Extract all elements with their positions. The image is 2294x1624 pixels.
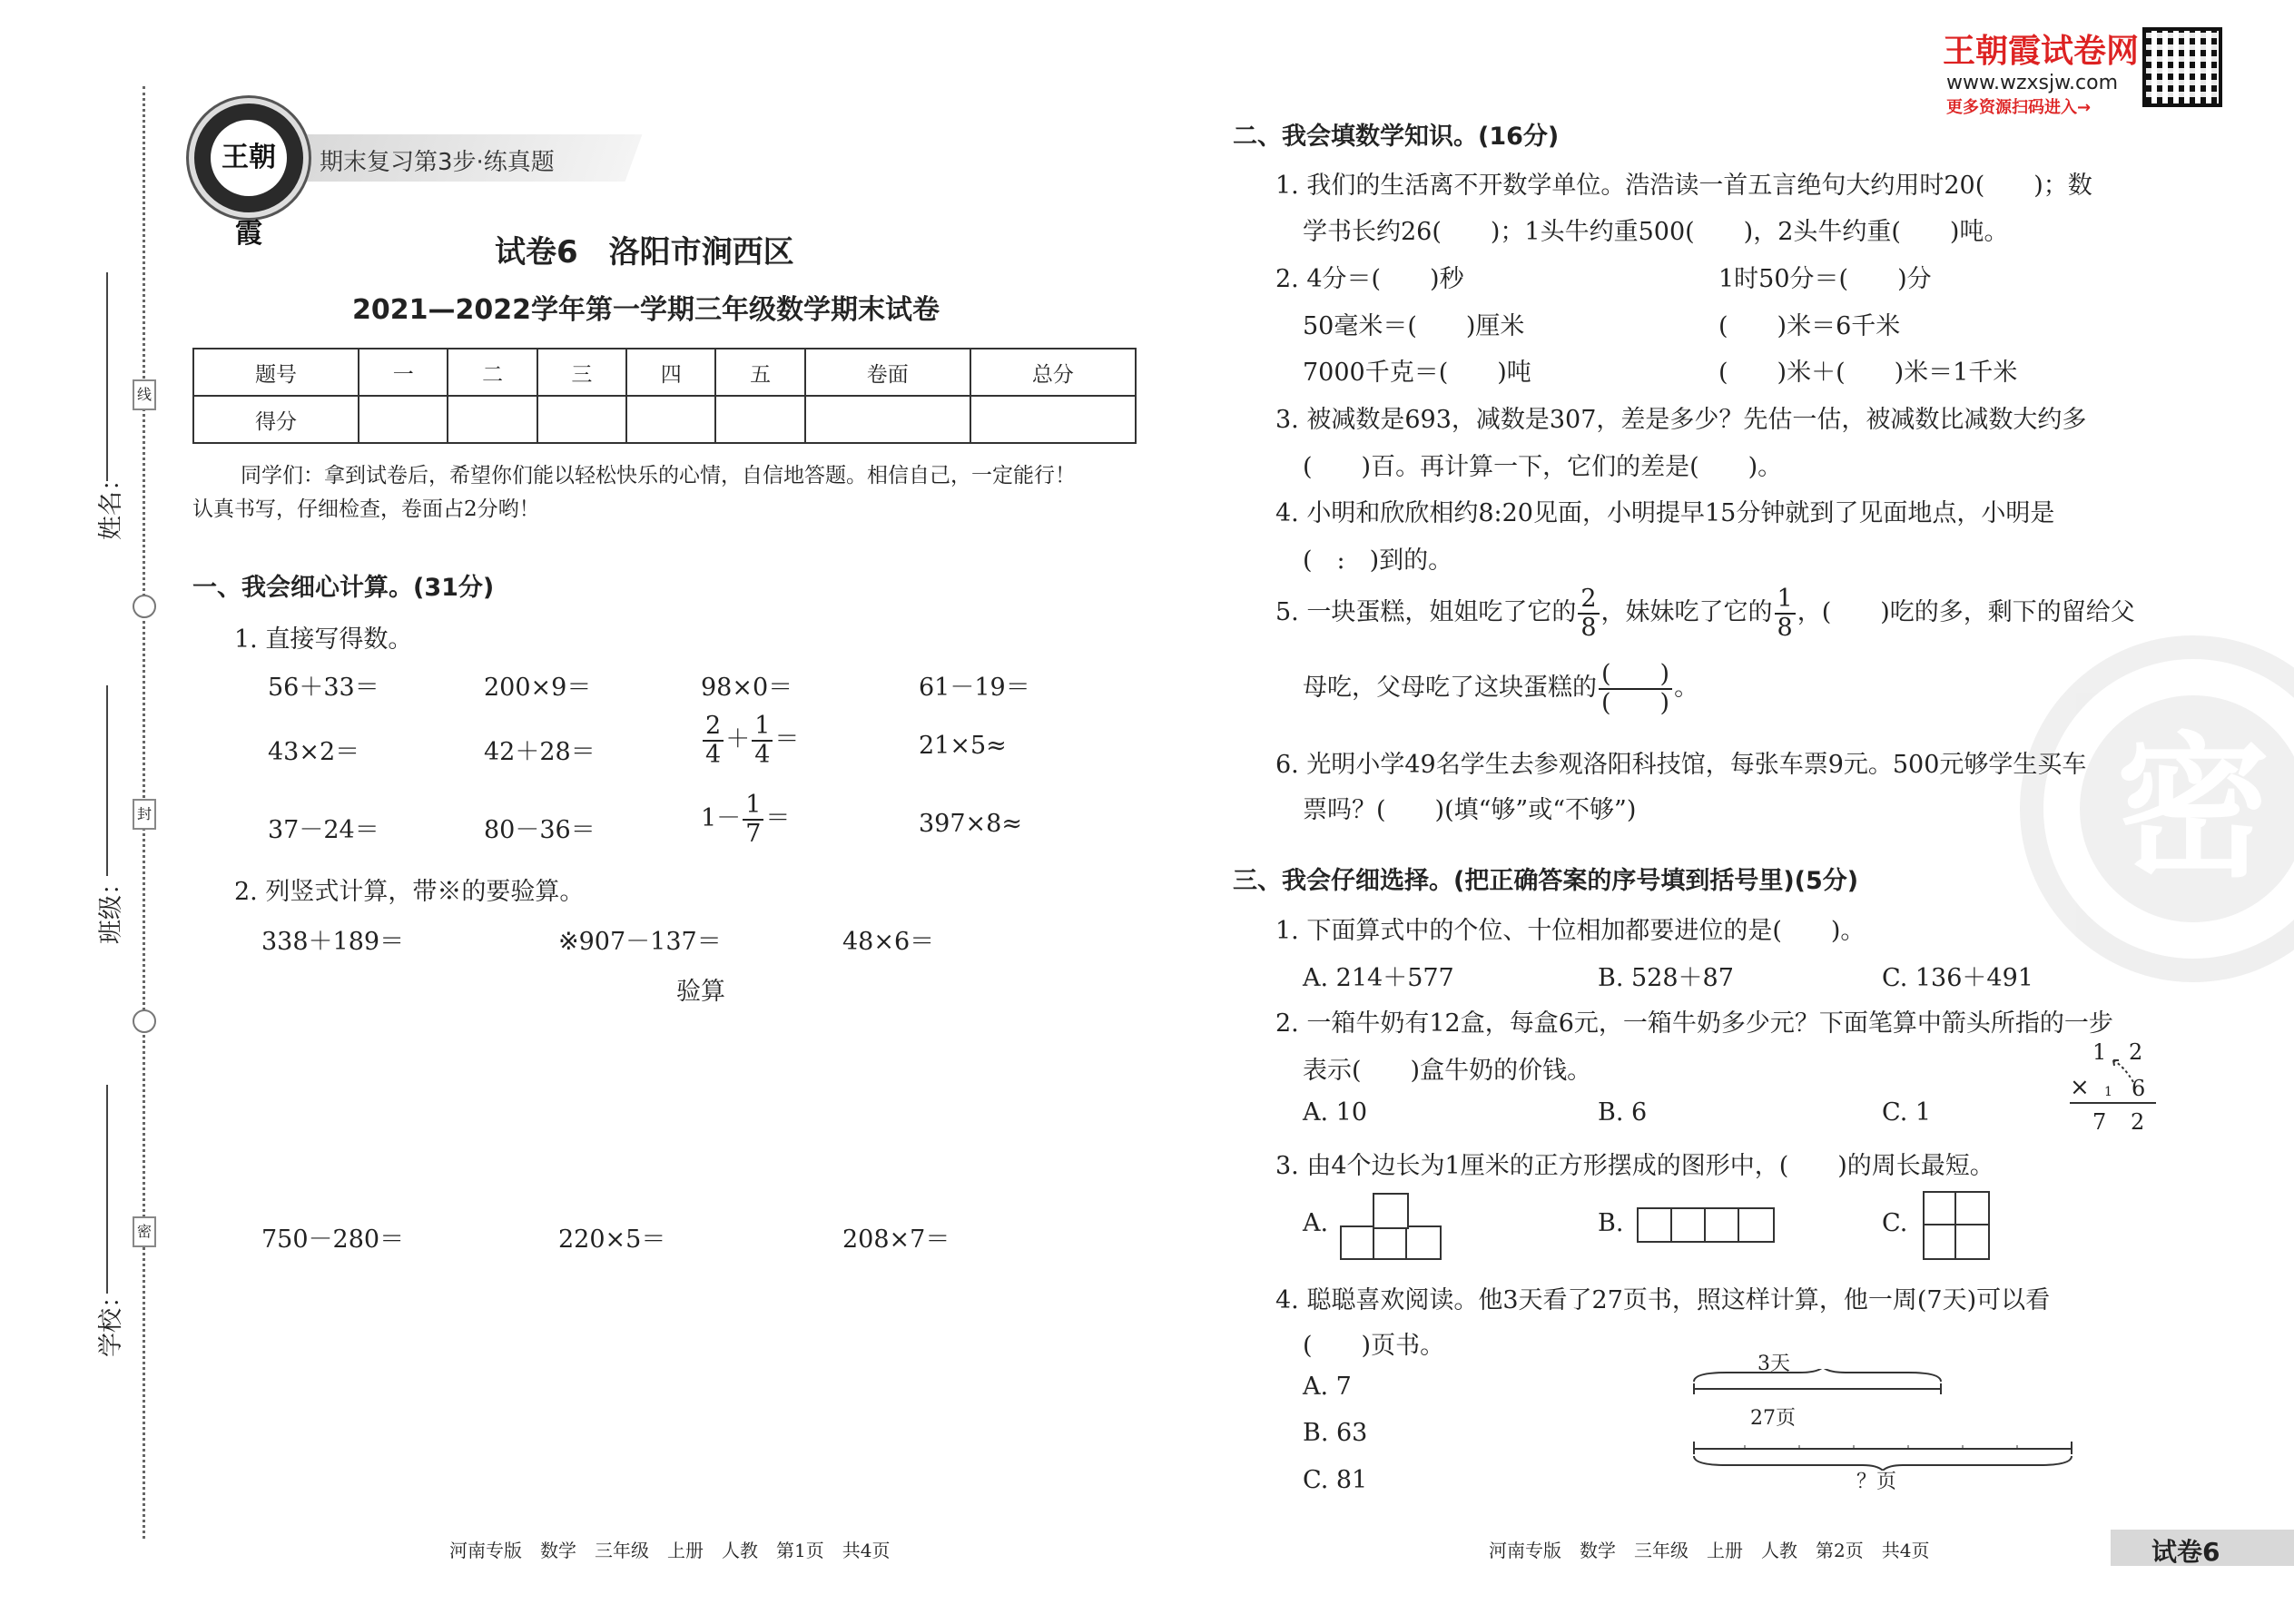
- s2-q3-line: ( )百。再计算一下，它们的差是( )。: [1303, 453, 1783, 481]
- name-underline: [106, 272, 108, 481]
- option: A. 7: [1303, 1373, 1352, 1401]
- brand-name: 王朝霞试卷网: [1943, 33, 2140, 70]
- s3-q2-line: 2. 一箱牛奶有12盒，每盒6元，一箱牛奶多少元？下面笔算中箭头所指的一步: [1275, 1009, 2113, 1038]
- calc-digit: 1: [2092, 1039, 2107, 1065]
- square-shape: [1670, 1207, 1708, 1243]
- score-cell: 卷面: [805, 349, 970, 396]
- binding-hole-icon: [133, 595, 156, 618]
- s2-q2-item: ( )米＝6千米: [1718, 312, 1901, 340]
- footer-left: 河南专版 数学 三年级 上册 人教 第1页 共4页: [449, 1540, 891, 1561]
- option: B. 63: [1303, 1419, 1368, 1447]
- calc-rule: [2070, 1102, 2156, 1104]
- option: B. 6: [1598, 1098, 1648, 1127]
- calc-item: 56＋33＝: [268, 674, 379, 702]
- calc-item-fraction: [701, 792, 790, 847]
- s2-q2-item: 50毫米＝( )厘米: [1303, 312, 1525, 340]
- denominator: 8: [1580, 613, 1597, 642]
- section-3-title: 三、我会仔细选择。(把正确答案的序号填到括号里)(5分): [1233, 867, 1859, 895]
- score-entry[interactable]: [805, 396, 970, 443]
- s2-q1-line: 1. 我们的生活离不开数学单位。浩浩读一首五言绝句大约用时20( )；数: [1275, 172, 2092, 200]
- square-shape: [1954, 1191, 1990, 1227]
- name-label: 姓名：: [97, 467, 125, 540]
- calc-item: 397×8≈: [919, 810, 1022, 838]
- numerator: 2: [1578, 586, 1599, 615]
- vertical-calc-item: 750－280＝: [261, 1225, 405, 1254]
- diagram-label-pages: 27页: [1750, 1407, 1796, 1430]
- option: B.: [1598, 1209, 1624, 1237]
- s2-q2-item: 2. 4分＝( )秒: [1275, 265, 1464, 293]
- brand-block: [1943, 25, 2139, 118]
- square-shape: [1704, 1207, 1741, 1243]
- s2-q4-line: 4. 小明和欣欣相约8:20见面，小明提早15分钟就到了见面地点，小明是: [1275, 499, 2055, 527]
- brand-more: 更多资源扫码进入→: [1946, 98, 2092, 117]
- s2-q2-item: ( )米＋( )米＝1千米: [1718, 359, 2018, 387]
- score-cell: 题号: [193, 349, 359, 396]
- square-shape: [1923, 1224, 1958, 1260]
- s2-q5-line: [1275, 586, 2135, 641]
- qr-code-overlay: [2146, 31, 2219, 103]
- vertical-calc-item: 220×5＝: [558, 1225, 666, 1254]
- s3-q1: 1. 下面算式中的个位、十位相加都要进位的是( )。: [1275, 917, 1866, 945]
- calc-digit: 2: [2131, 1109, 2145, 1135]
- vertical-calc-item: 48×6＝: [842, 928, 935, 956]
- score-cell: 三: [537, 349, 626, 396]
- score-table-header-row: [193, 349, 1136, 396]
- square-shape: [1637, 1207, 1674, 1243]
- denominator: 4: [754, 740, 771, 769]
- option: A. 10: [1303, 1098, 1368, 1127]
- calc-item: 43×2＝: [268, 738, 360, 766]
- score-entry[interactable]: [970, 396, 1136, 443]
- calc-digit: 2: [2129, 1039, 2143, 1065]
- option: A. 214＋577: [1303, 964, 1454, 992]
- vertical-calc-item: ※907－137＝: [558, 928, 722, 956]
- calc-digit: 7: [2092, 1109, 2107, 1135]
- logo-text: 王朝霞: [211, 120, 287, 196]
- numerator: 1: [743, 792, 763, 821]
- score-entry[interactable]: [448, 396, 537, 443]
- calc-item: 21×5≈: [919, 732, 1007, 760]
- answer-denominator: ( ): [1601, 688, 1670, 717]
- denominator: 4: [705, 740, 722, 769]
- score-entry[interactable]: [359, 396, 448, 443]
- s2-q1-line: 学书长约26( )；1头牛约重500( )，2头牛约重( )吨。: [1303, 218, 2009, 246]
- secret-watermark: [2020, 635, 2294, 982]
- minuend: 1－: [701, 804, 742, 833]
- calc-item: 37－24＝: [268, 816, 379, 844]
- denominator: 8: [1777, 613, 1793, 642]
- brand-url: www.wzxsjw.com: [1946, 72, 2119, 94]
- s3-q4-line: 4. 聪聪喜欢阅读。他3天看了27页书，照这样计算，他一周(7天)可以看: [1275, 1286, 2051, 1314]
- square-shape: [1405, 1225, 1442, 1260]
- equals: ＝: [774, 725, 800, 754]
- q5-text: 5. 一块蛋糕，姐姐吃了它的: [1275, 598, 1577, 627]
- s2-q2-item: 1时50分＝( )分: [1718, 265, 1932, 293]
- square-shape: [1738, 1207, 1775, 1243]
- paper-title: 试卷6 洛阳市涧西区: [495, 234, 794, 271]
- times-sign: ×: [2070, 1074, 2090, 1101]
- check-label: 验算: [676, 978, 725, 1006]
- step-banner-text: 期末复习第3步·练真题: [320, 149, 555, 176]
- denominator: 7: [745, 819, 762, 848]
- s2-q3-line: 3. 被减数是693，减数是307，差是多少？先估一估，被减数比减数大约多: [1275, 406, 2087, 434]
- publisher-logo: [189, 98, 309, 250]
- numerator: 1: [1775, 586, 1796, 615]
- square-shape: [1373, 1193, 1409, 1229]
- s2-q6-line: 6. 光明小学49名学生去参观洛阳科技馆，每张车票9元。500元够学生买车: [1275, 751, 2087, 779]
- s3-q3: 3. 由4个边长为1厘米的正方形摆成的图形中，( )的周长最短。: [1275, 1152, 1994, 1180]
- option: C.: [1882, 1209, 1908, 1237]
- arrow-icon: [2106, 1053, 2151, 1089]
- seal-char-xian: 线: [133, 379, 156, 410]
- watermark-char: 密: [2080, 695, 2294, 922]
- s1-q1: 1. 直接写得数。: [234, 625, 413, 654]
- school-label: 学校：: [97, 1284, 125, 1357]
- plus: ＋: [725, 725, 751, 754]
- score-table-score-row: [193, 396, 1136, 443]
- binding-hole-icon: [133, 1009, 156, 1033]
- square-shape: [1923, 1191, 1958, 1227]
- score-entry[interactable]: [715, 396, 804, 443]
- option: C. 1: [1882, 1098, 1932, 1127]
- diagram-label-days: 3天: [1757, 1353, 1790, 1375]
- carry-digit: 1: [2104, 1085, 2112, 1099]
- score-cell: 得分: [193, 396, 359, 443]
- q5-text: ，妹妹吃了它的: [1600, 598, 1773, 627]
- q5-text: ，( )吃的多，剩下的留给父: [1797, 598, 2135, 627]
- s2-q6-line: 票吗？( )(填“够”或“不够”): [1303, 796, 1637, 824]
- s3-q2-line: 表示( )盒牛奶的价钱。: [1303, 1057, 1592, 1085]
- school-underline: [106, 1085, 108, 1294]
- s1-q2: 2. 列竖式计算，带※的要验算。: [234, 878, 585, 906]
- score-entry[interactable]: [626, 396, 715, 443]
- square-shape: [1373, 1225, 1409, 1260]
- option: A.: [1303, 1209, 1329, 1237]
- score-cell: 四: [626, 349, 715, 396]
- class-label: 班级：: [97, 871, 125, 944]
- brace-icon: [1690, 1369, 1954, 1405]
- score-cell: 总分: [970, 349, 1136, 396]
- option: C. 81: [1303, 1466, 1368, 1494]
- option: B. 528＋87: [1598, 964, 1734, 992]
- intro-line: 同学们：拿到试卷后，希望你们能以轻松快乐的心情，自信地答题。相信自己，一定能行！: [241, 464, 1076, 487]
- footer-right: 河南专版 数学 三年级 上册 人教 第2页 共4页: [1489, 1540, 1930, 1561]
- calc-item: 98×0＝: [701, 674, 793, 702]
- paper-subtitle: 2021—2022学年第一学期三年级数学期末试卷: [352, 294, 940, 326]
- vertical-calc-item: 208×7＝: [842, 1225, 950, 1254]
- s2-q5-line: [1303, 661, 1698, 716]
- s2-q4-line: ( : )到的。: [1303, 546, 1453, 575]
- calc-item: 80－36＝: [484, 816, 596, 844]
- square-shape: [1954, 1224, 1990, 1260]
- numerator: 2: [703, 713, 724, 742]
- seal-char-feng: 封: [133, 799, 156, 830]
- seal-char-mi: 密: [133, 1216, 156, 1247]
- score-cell: 五: [715, 349, 804, 396]
- calc-item: 200×9＝: [484, 674, 592, 702]
- section-2-title: 二、我会填数学知识。(16分): [1233, 123, 1560, 151]
- calc-item: 42＋28＝: [484, 738, 596, 766]
- intro-line: 认真书写，仔细检查，卷面占2分哟！: [192, 497, 540, 521]
- calc-item: 61－19＝: [919, 674, 1030, 702]
- diagram-label-question: ？页: [1856, 1471, 1897, 1493]
- q5-text: 母吃，父母吃了这块蛋糕的: [1303, 674, 1597, 703]
- answer-numerator: ( ): [1599, 661, 1672, 690]
- brace-icon: [1690, 1434, 2081, 1471]
- q5-text: 。: [1674, 674, 1699, 703]
- calc-digit: 6: [2132, 1076, 2146, 1101]
- s3-q4-line: ( )页书。: [1303, 1332, 1445, 1360]
- section-1-title: 一、我会细心计算。(31分): [192, 574, 495, 602]
- square-shape: [1340, 1225, 1376, 1260]
- score-cell: 一: [359, 349, 448, 396]
- class-underline: [106, 685, 108, 876]
- paper-tag-label: 试卷6: [2151, 1537, 2220, 1567]
- numerator: 1: [752, 713, 773, 742]
- score-cell: 二: [448, 349, 537, 396]
- s2-q2-item: 7000千克＝( )吨: [1303, 359, 1531, 387]
- option: C. 136＋491: [1882, 964, 2033, 992]
- score-entry[interactable]: [537, 396, 626, 443]
- equals: ＝: [765, 804, 791, 833]
- vertical-calc-item: 338＋189＝: [261, 928, 405, 956]
- calc-item-fraction: [701, 713, 799, 768]
- score-table: [192, 348, 1137, 444]
